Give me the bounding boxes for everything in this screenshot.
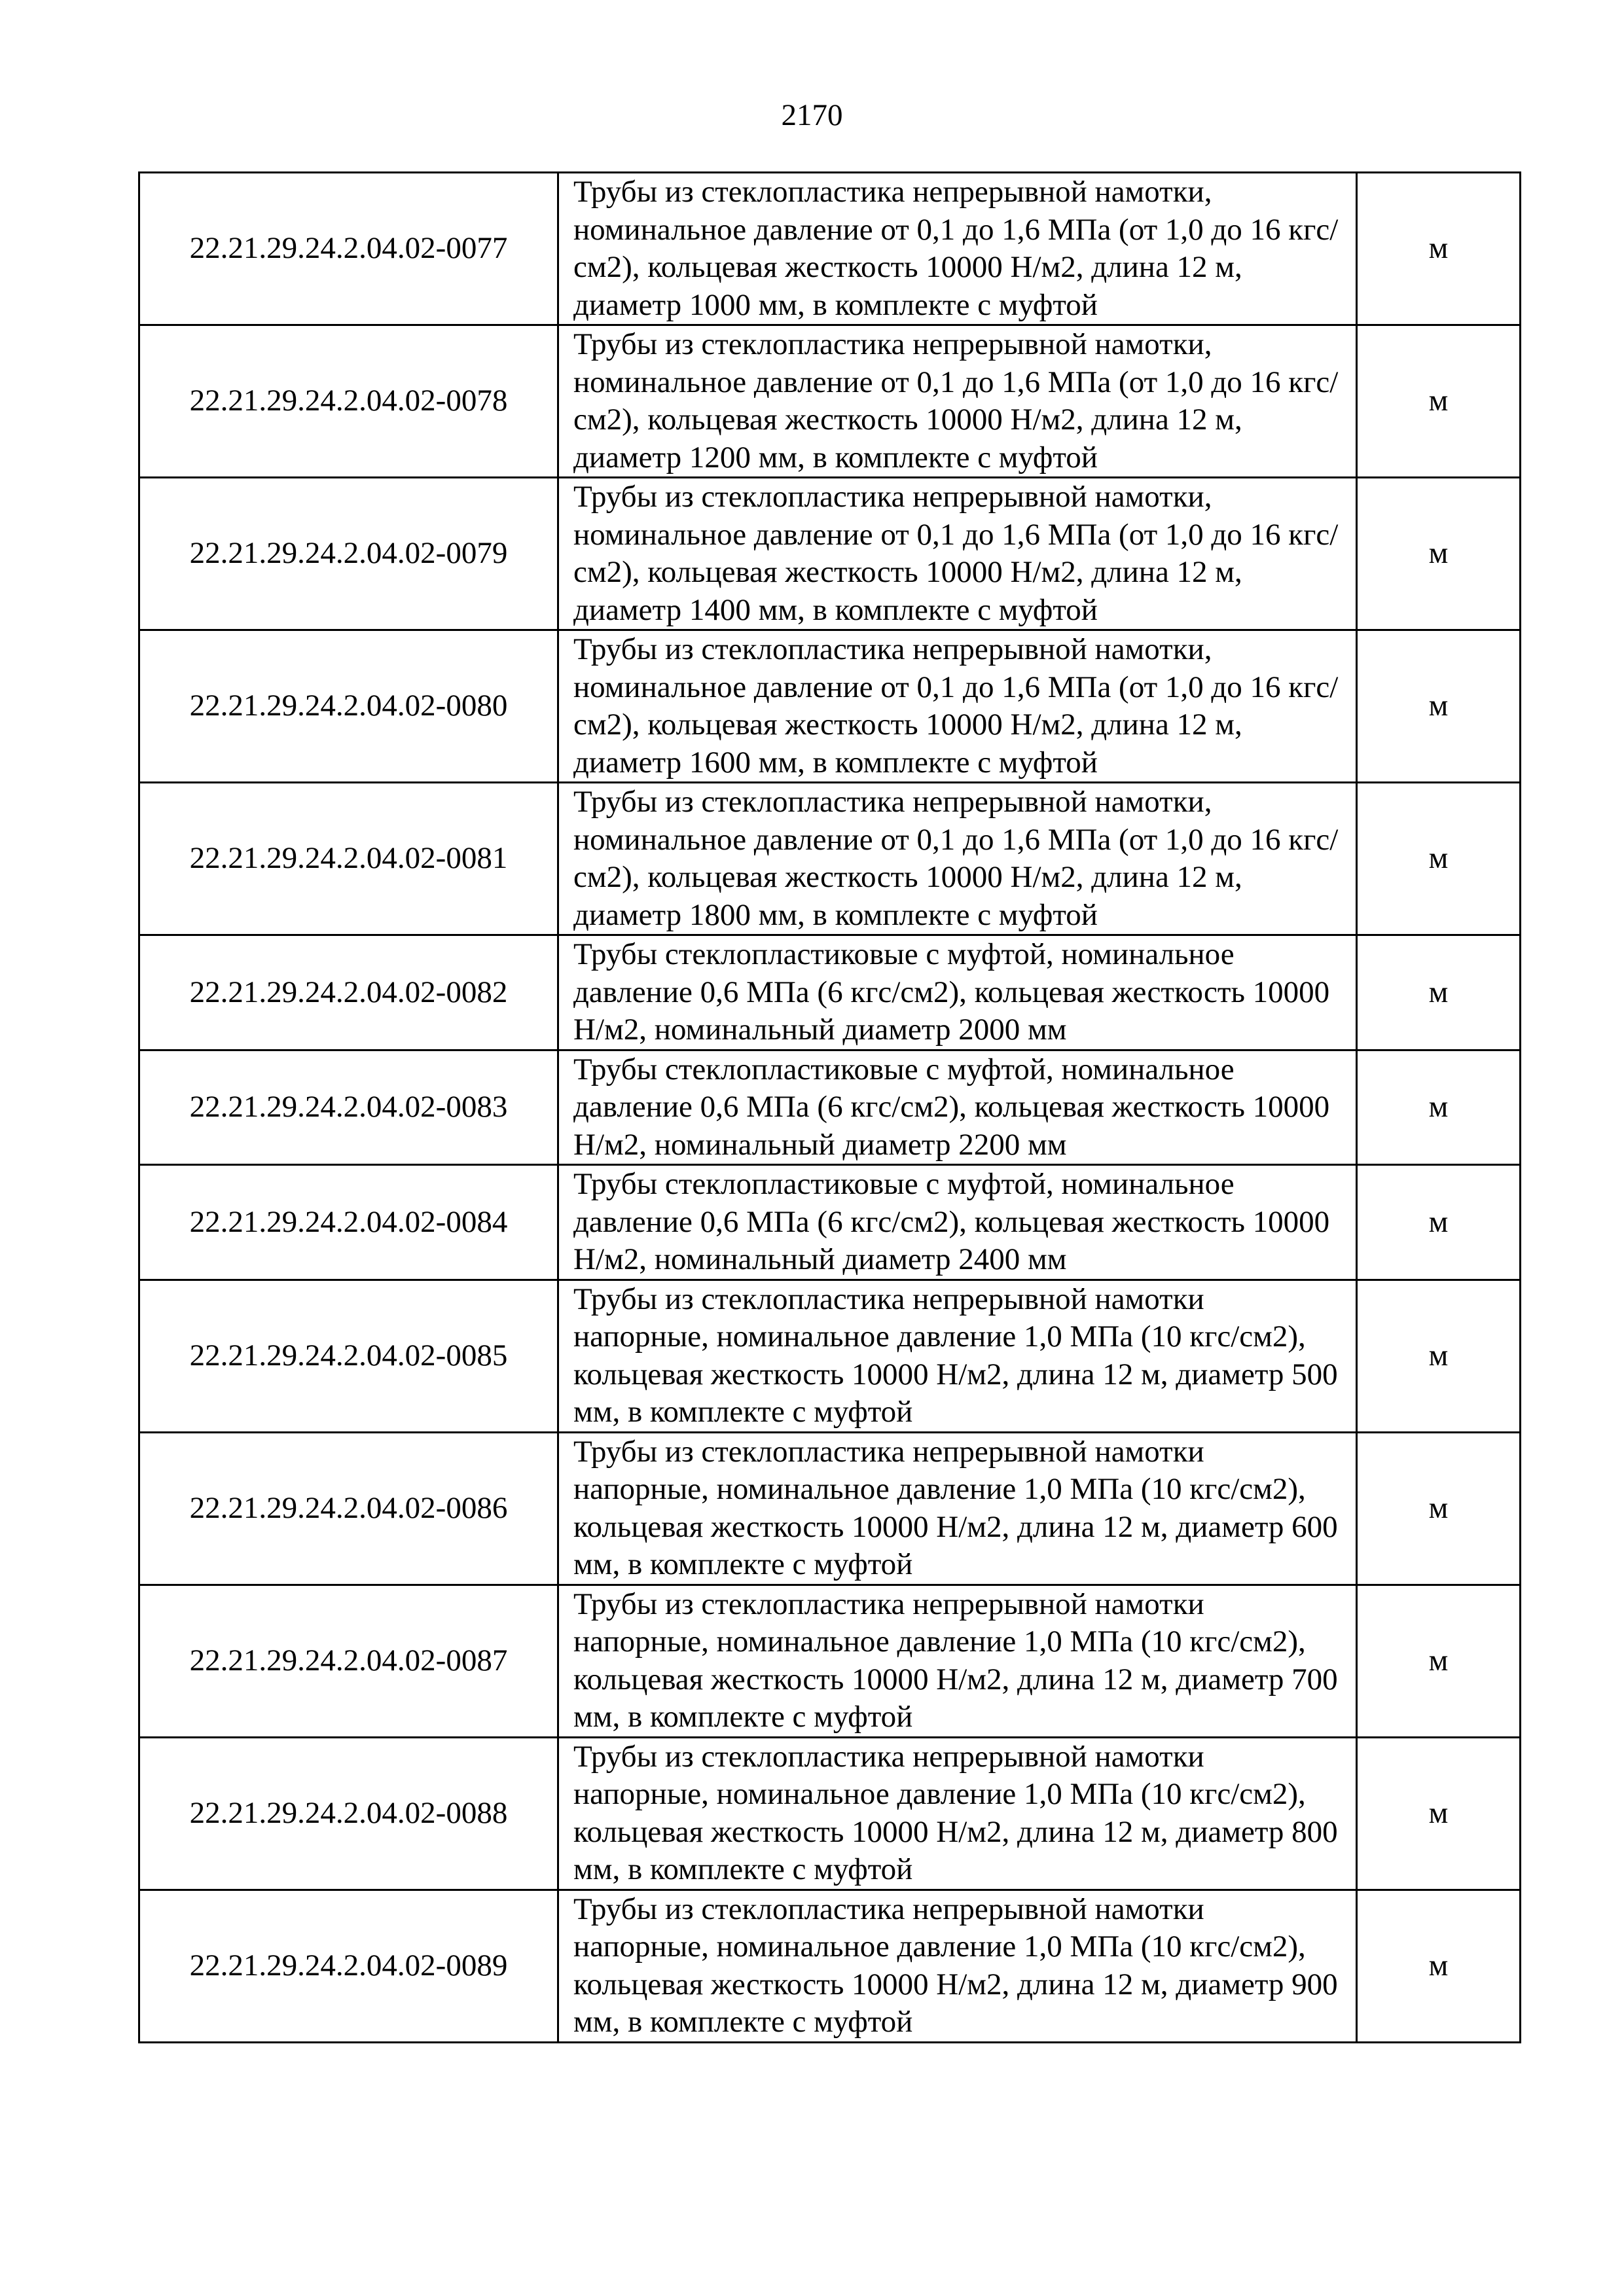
- table-row: [139, 478, 1521, 630]
- table-row: [139, 173, 1521, 325]
- resource-description: Трубы из стеклопластика непрерывной намотки, номинальное давление от 0,1 до 1,6 МПа (от 1,0 до 16 кгс/см2), кольцевая жесткость 10000 Н/м2, длина 12 м, диаметр 1000 мм, в комплекте с муфтой: [558, 173, 1357, 325]
- table-row: [139, 1165, 1521, 1280]
- resource-code: 22.21.29.24.2.04.02-0086: [139, 1432, 558, 1585]
- page-number: 2170: [781, 98, 843, 132]
- resource-code: 22.21.29.24.2.04.02-0082: [139, 935, 558, 1050]
- unit-of-measure: м: [1357, 478, 1521, 630]
- unit-of-measure: м: [1357, 325, 1521, 478]
- resource-description: Трубы из стеклопластика непрерывной намотки напорные, номинальное давление 1,0 МПа (10 кгс/см2), кольцевая жесткость 10000 Н/м2, длина 12 м, диаметр 700 мм, в комплекте с муфтой: [558, 1585, 1357, 1737]
- unit-of-measure: м: [1357, 1280, 1521, 1432]
- resource-description: Трубы из стеклопластика непрерывной намотки, номинальное давление от 0,1 до 1,6 МПа (от 1,0 до 16 кгс/см2), кольцевая жесткость 10000 Н/м2, длина 12 м, диаметр 1400 мм, в комплекте с муфтой: [558, 478, 1357, 630]
- unit-of-measure: м: [1357, 1050, 1521, 1165]
- unit-of-measure: м: [1357, 1737, 1521, 1890]
- resource-table: [138, 171, 1521, 2043]
- resource-code: 22.21.29.24.2.04.02-0079: [139, 478, 558, 630]
- resource-code: 22.21.29.24.2.04.02-0083: [139, 1050, 558, 1165]
- table-row: [139, 1280, 1521, 1432]
- resource-code: 22.21.29.24.2.04.02-0085: [139, 1280, 558, 1432]
- resource-description: Трубы из стеклопластика непрерывной намотки напорные, номинальное давление 1,0 МПа (10 кгс/см2), кольцевая жесткость 10000 Н/м2, длина 12 м, диаметр 500 мм, в комплекте с муфтой: [558, 1280, 1357, 1432]
- resource-code: 22.21.29.24.2.04.02-0087: [139, 1585, 558, 1737]
- table-row: [139, 1432, 1521, 1585]
- table-row: [139, 935, 1521, 1050]
- resource-code: 22.21.29.24.2.04.02-0080: [139, 630, 558, 783]
- resource-code: 22.21.29.24.2.04.02-0088: [139, 1737, 558, 1890]
- resource-table-body: [139, 173, 1521, 2043]
- unit-of-measure: м: [1357, 173, 1521, 325]
- table-row: [139, 1050, 1521, 1165]
- resource-description: Трубы из стеклопластика непрерывной намотки напорные, номинальное давление 1,0 МПа (10 кгс/см2), кольцевая жесткость 10000 Н/м2, длина 12 м, диаметр 600 мм, в комплекте с муфтой: [558, 1432, 1357, 1585]
- unit-of-measure: м: [1357, 1165, 1521, 1280]
- resource-description: Трубы из стеклопластика непрерывной намотки, номинальное давление от 0,1 до 1,6 МПа (от 1,0 до 16 кгс/см2), кольцевая жесткость 10000 Н/м2, длина 12 м, диаметр 1200 мм, в комплекте с муфтой: [558, 325, 1357, 478]
- resource-description: Трубы стеклопластиковые с муфтой, номинальное давление 0,6 МПа (6 кгс/см2), кольцевая жесткость 10000 Н/м2, номинальный диаметр 2000 мм: [558, 935, 1357, 1050]
- table-row: [139, 783, 1521, 935]
- resource-code: 22.21.29.24.2.04.02-0077: [139, 173, 558, 325]
- resource-description: Трубы стеклопластиковые с муфтой, номинальное давление 0,6 МПа (6 кгс/см2), кольцевая жесткость 10000 Н/м2, номинальный диаметр 2200 мм: [558, 1050, 1357, 1165]
- resource-code: 22.21.29.24.2.04.02-0089: [139, 1890, 558, 2042]
- unit-of-measure: м: [1357, 783, 1521, 935]
- resource-description: Трубы из стеклопластика непрерывной намотки напорные, номинальное давление 1,0 МПа (10 кгс/см2), кольцевая жесткость 10000 Н/м2, длина 12 м, диаметр 900 мм, в комплекте с муфтой: [558, 1890, 1357, 2042]
- table-row: [139, 1890, 1521, 2042]
- resource-code: 22.21.29.24.2.04.02-0078: [139, 325, 558, 478]
- table-row: [139, 325, 1521, 478]
- unit-of-measure: м: [1357, 630, 1521, 783]
- unit-of-measure: м: [1357, 1432, 1521, 1585]
- resource-code: 22.21.29.24.2.04.02-0084: [139, 1165, 558, 1280]
- table-row: [139, 630, 1521, 783]
- table-row: [139, 1585, 1521, 1737]
- unit-of-measure: м: [1357, 1585, 1521, 1737]
- resource-description: Трубы из стеклопластика непрерывной намотки, номинальное давление от 0,1 до 1,6 МПа (от 1,0 до 16 кгс/см2), кольцевая жесткость 10000 Н/м2, длина 12 м, диаметр 1600 мм, в комплекте с муфтой: [558, 630, 1357, 783]
- table-row: [139, 1737, 1521, 1890]
- resource-description: Трубы из стеклопластика непрерывной намотки напорные, номинальное давление 1,0 МПа (10 кгс/см2), кольцевая жесткость 10000 Н/м2, длина 12 м, диаметр 800 мм, в комплекте с муфтой: [558, 1737, 1357, 1890]
- unit-of-measure: м: [1357, 935, 1521, 1050]
- unit-of-measure: м: [1357, 1890, 1521, 2042]
- resource-code: 22.21.29.24.2.04.02-0081: [139, 783, 558, 935]
- resource-description: Трубы из стеклопластика непрерывной намотки, номинальное давление от 0,1 до 1,6 МПа (от 1,0 до 16 кгс/см2), кольцевая жесткость 10000 Н/м2, длина 12 м, диаметр 1800 мм, в комплекте с муфтой: [558, 783, 1357, 935]
- resource-description: Трубы стеклопластиковые с муфтой, номинальное давление 0,6 МПа (6 кгс/см2), кольцевая жесткость 10000 Н/м2, номинальный диаметр 2400 мм: [558, 1165, 1357, 1280]
